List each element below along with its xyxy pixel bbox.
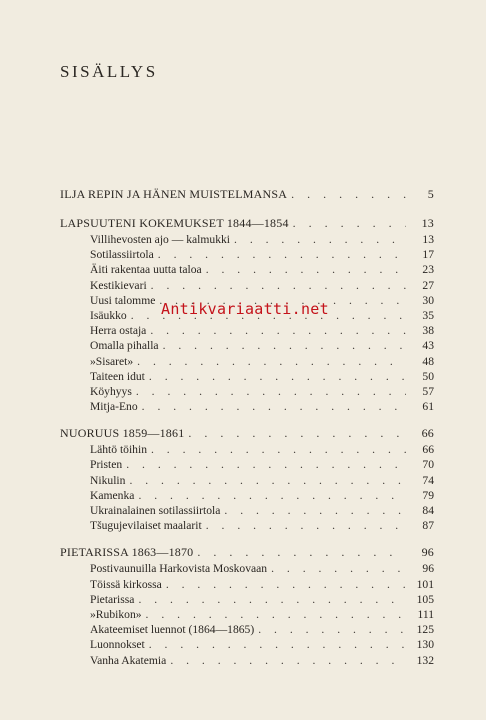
leader-dots <box>166 577 406 592</box>
toc-heading-label: LAPSUUTENI KOKEMUKSET 1844—1854 <box>60 216 289 230</box>
toc-page-number: 96 <box>421 545 434 560</box>
toc-page-number: 87 <box>422 519 434 533</box>
toc-entry-label: Mitja-Eno <box>90 400 138 414</box>
toc-section <box>60 425 434 533</box>
table-of-contents <box>60 186 434 679</box>
toc-page-number: 74 <box>422 473 434 487</box>
leader-dots <box>146 607 406 622</box>
toc-page-number: 57 <box>422 384 434 398</box>
watermark-text: Antikvariaatti.net <box>161 300 329 318</box>
leader-dots <box>126 457 406 472</box>
toc-entry-label: Akateemiset luennot (1864—1865) <box>90 623 255 637</box>
toc-entry <box>60 653 434 668</box>
toc-section-heading <box>60 544 434 561</box>
leader-dots <box>291 186 406 203</box>
toc-page-number: 132 <box>416 653 434 667</box>
leader-dots <box>206 262 406 277</box>
toc-entry <box>60 232 434 247</box>
toc-entry-label: Tšugujevilaiset maalarit <box>90 519 202 533</box>
toc-entry <box>60 442 434 457</box>
toc-heading-label: PIETARISSA 1863—1870 <box>60 545 194 560</box>
toc-page-number: 111 <box>417 607 434 621</box>
toc-page-number: 70 <box>422 458 434 472</box>
toc-entry <box>60 488 434 503</box>
leader-dots <box>149 369 406 384</box>
toc-heading-label: NUORUUS 1859—1861 <box>60 426 185 441</box>
toc-entry <box>60 637 434 652</box>
toc-page-number: 43 <box>422 339 434 353</box>
leader-dots <box>293 215 406 232</box>
toc-entry <box>60 457 434 472</box>
toc-page-number: 17 <box>422 248 434 262</box>
toc-entry-label: Kestikievari <box>90 278 147 292</box>
toc-entry-label: Lähtö töihin <box>90 443 147 457</box>
toc-entry-label: Köyhyys <box>90 384 132 398</box>
leader-dots <box>149 637 406 652</box>
toc-section-heading <box>60 186 434 203</box>
toc-entry <box>60 577 434 592</box>
toc-entry-label: Herra ostaja <box>90 324 147 338</box>
toc-page-number: 84 <box>422 504 434 517</box>
leader-dots <box>151 278 406 293</box>
toc-entry-label: Äiti rakentaa uutta taloa <box>90 263 202 277</box>
toc-entry-label: Töissä kirkossa <box>90 577 162 591</box>
leader-dots <box>136 384 406 399</box>
leader-dots <box>138 592 406 607</box>
leader-dots <box>206 518 406 533</box>
toc-entry-label: »Sisaret» <box>90 354 134 368</box>
toc-entry <box>60 384 434 399</box>
toc-page-number: 5 <box>427 187 434 201</box>
toc-entry <box>60 338 434 353</box>
toc-entry <box>60 503 434 518</box>
toc-entry-label: Villihevosten ajo — kalmukki <box>90 233 231 246</box>
toc-page-number: 13 <box>422 233 434 246</box>
leader-dots <box>188 425 406 442</box>
toc-entry-label: Vanha Akatemia <box>90 653 167 667</box>
toc-entry <box>60 323 434 338</box>
toc-entry <box>60 561 434 576</box>
toc-entry-label: Pristen <box>90 458 123 472</box>
leader-dots <box>158 247 406 262</box>
toc-page-number: 61 <box>422 400 434 414</box>
leader-dots <box>234 232 406 247</box>
leader-dots <box>170 653 406 668</box>
toc-entry <box>60 278 434 293</box>
leader-dots <box>129 473 406 488</box>
toc-page-number: 27 <box>422 278 434 292</box>
toc-section-heading <box>60 425 434 442</box>
toc-page-number: 79 <box>422 488 434 502</box>
toc-heading-label: ILJA REPIN JA HÄNEN MUISTELMANSA <box>60 187 288 201</box>
toc-entry <box>60 247 434 262</box>
toc-entry-label: Sotilassiirtola <box>90 248 154 262</box>
toc-entry <box>60 518 434 533</box>
toc-entry-label: Isäukko <box>90 308 127 322</box>
toc-page-number: 130 <box>416 638 434 652</box>
toc-entry <box>60 622 434 637</box>
toc-page-number: 96 <box>422 562 434 576</box>
leader-dots <box>137 354 406 369</box>
leader-dots <box>150 323 406 338</box>
toc-entry-label: Pietarissa <box>90 592 135 606</box>
leader-dots <box>258 622 406 637</box>
leader-dots <box>197 544 406 561</box>
leader-dots <box>151 442 406 457</box>
toc-page-number: 30 <box>422 293 434 307</box>
toc-entry-label: »Rubikon» <box>90 607 142 621</box>
toc-page-number: 38 <box>422 324 434 338</box>
toc-page-number: 101 <box>416 577 434 591</box>
toc-entry <box>60 262 434 277</box>
toc-page-number: 13 <box>421 216 434 230</box>
toc-page-number: 35 <box>422 308 434 322</box>
toc-page-number: 66 <box>422 443 434 457</box>
toc-entry <box>60 354 434 369</box>
toc-entry <box>60 399 434 414</box>
page-title: SISÄLLYS <box>60 62 158 81</box>
toc-entry-label: Postivaunuilla Harkovista Moskovaan <box>90 562 268 576</box>
toc-entry-label: Omalla pihalla <box>90 339 159 353</box>
toc-page-number: 50 <box>422 369 434 383</box>
leader-dots <box>163 338 406 353</box>
toc-entry-label: Nikulin <box>90 473 126 487</box>
toc-entry <box>60 592 434 607</box>
toc-page-number: 66 <box>421 426 434 441</box>
leader-dots <box>142 399 406 414</box>
toc-page-number: 48 <box>422 354 434 368</box>
leader-dots <box>271 561 406 576</box>
toc-section-heading <box>60 215 434 232</box>
toc-page-number: 105 <box>416 592 434 606</box>
toc-entry-label: Luonnokset <box>90 638 145 652</box>
toc-entry-label: Ukrainalainen sotilassiirtola <box>90 504 221 517</box>
toc-entry <box>60 473 434 488</box>
toc-page-number: 125 <box>416 623 434 637</box>
leader-dots <box>224 503 406 518</box>
toc-entry <box>60 369 434 384</box>
toc-section <box>60 544 434 667</box>
toc-entry-label: Taiteen idut <box>90 369 145 383</box>
leader-dots <box>138 488 406 503</box>
toc-entry <box>60 607 434 622</box>
toc-entry-label: Kamenka <box>90 488 135 502</box>
toc-section <box>60 186 434 203</box>
toc-entry-label: Uusi talomme <box>90 293 156 307</box>
toc-page-number: 23 <box>422 263 434 277</box>
